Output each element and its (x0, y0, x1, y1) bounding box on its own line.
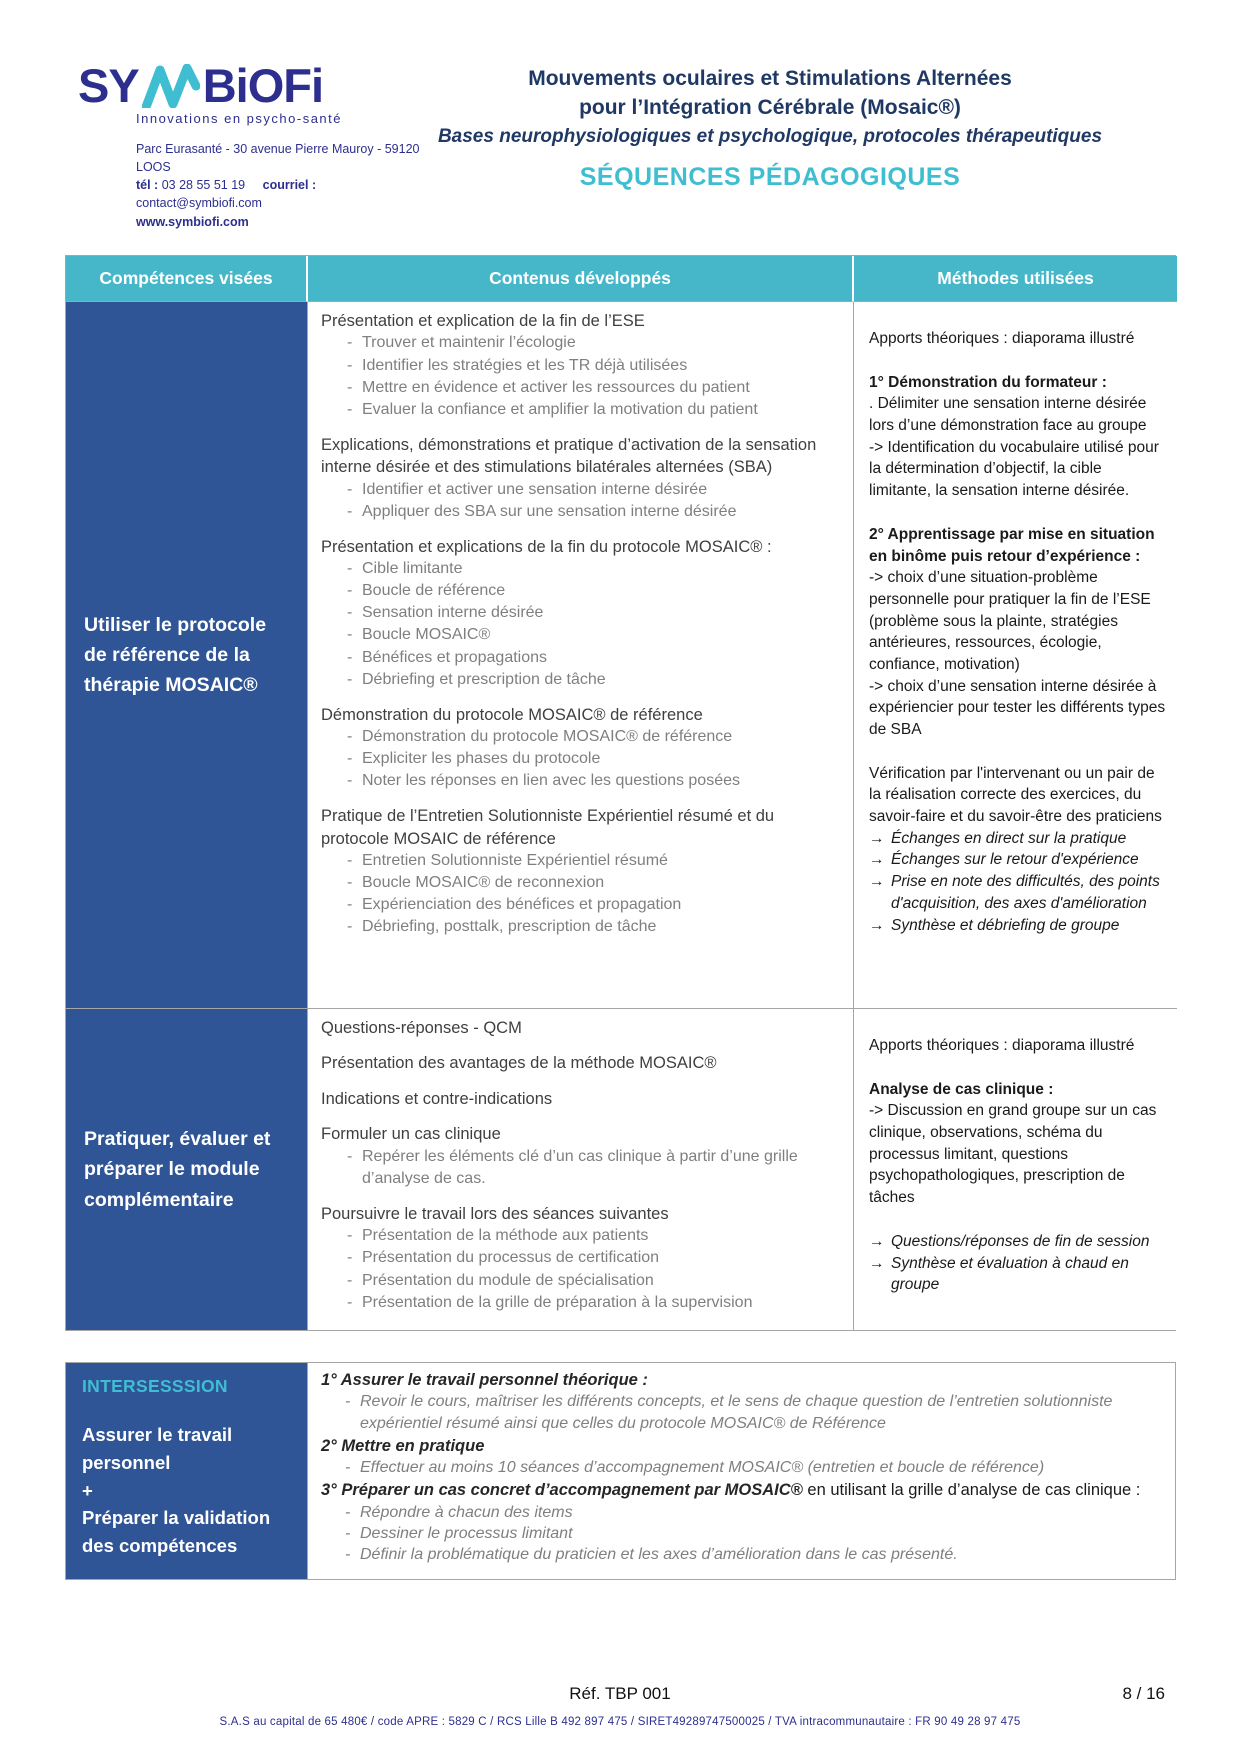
contents-cell-row2 (308, 1008, 854, 1330)
method-paragraph: -> Identification du vocabulaire utilisé pour la détermination d’objectif, la cible limitante, la sensation interne désirée. (869, 438, 1159, 500)
competence-cell-row2: Pratiquer, évaluer et préparer le module complémentaire (66, 1008, 308, 1330)
content-heading: Poursuivre le travail lors des séances suivantes (321, 1204, 669, 1223)
dash-marker: - (345, 1459, 351, 1477)
dash-marker: - (345, 1393, 351, 1411)
method-paragraph (869, 849, 1167, 871)
dash-marker: - (347, 728, 353, 746)
content-bullet (321, 748, 843, 770)
intersession-bullet (321, 1502, 1161, 1523)
logo-wordmark (78, 59, 438, 112)
dash-marker: - (347, 582, 353, 600)
tel-label: tél : (136, 178, 159, 193)
method-text: Prise en note des difficultés, des points d'acquisition, des axes d'amélioration (891, 873, 1160, 912)
content-bullet (321, 916, 843, 938)
bullet-text: Boucle MOSAIC® de reconnexion (362, 874, 605, 892)
content-bullet (321, 602, 843, 624)
content-group (321, 805, 843, 938)
bullet-text: Boucle de référence (362, 582, 506, 600)
bullet-text: Expliciter les phases du protocole (362, 750, 601, 768)
content-bullet (321, 558, 843, 580)
content-bullet (321, 726, 843, 748)
dash-marker: - (347, 378, 353, 396)
content-group (321, 434, 843, 523)
intersession-content-cell (308, 1363, 1175, 1579)
company-logo (78, 59, 438, 231)
dash-marker: - (347, 334, 353, 352)
method-paragraph (869, 1231, 1167, 1253)
content-bullet (321, 377, 843, 399)
method-text: Synthèse et évaluation à chaud en groupe (891, 1254, 1129, 1294)
arrow-icon: → (869, 1232, 885, 1250)
dash-marker: - (345, 1545, 351, 1563)
content-bullet (321, 501, 843, 523)
bullet-text: Revoir le cours, maîtriser les différents concepts, et le sens de chaque question de l’entretien solutionniste expérientiel résumé ainsi que celles du protocole MOSAIC® de Référence (360, 1393, 1113, 1432)
bullet-text: Présentation du module de spécialisation (362, 1271, 654, 1289)
content-heading: Présentation des avantages de la méthode MOSAIC® (321, 1054, 717, 1073)
method-paragraph: Analyse de cas clinique : (869, 1080, 1054, 1098)
content-group (321, 1052, 843, 1074)
content-heading: Formuler un cas clinique (321, 1125, 501, 1144)
competence-cell-row1: Utiliser le protocole de référence de la thérapie MOSAIC® (66, 302, 308, 1008)
logo-text-sy: SY (78, 59, 139, 112)
method-paragraph: -> Discussion en grand groupe sur un cas clinique, observations, schéma du processus limitant, questions psychopathologiques, prescription de tâches (869, 1102, 1157, 1207)
dash-marker: - (347, 626, 353, 644)
bullet-text: Démonstration du protocole MOSAIC® de référence (362, 728, 733, 746)
dash-marker: - (347, 750, 353, 768)
bullet-text: Identifier les stratégies et les TR déjà utilisées (362, 356, 688, 374)
content-group (321, 704, 843, 793)
bullet-text: Dessiner le processus limitant (360, 1524, 573, 1542)
dash-marker: - (347, 502, 353, 520)
logo-tagline: Innovations en psycho-santé (136, 111, 342, 126)
title-line-1: Mouvements oculaires et Stimulations Alternées (528, 67, 1012, 90)
website-text: www.symbiofi.com (136, 214, 249, 229)
bullet-text: Entretien Solutionniste Expérientiel résumé (362, 852, 668, 870)
dash-marker: - (347, 670, 353, 688)
content-bullet (321, 872, 843, 894)
dash-marker: - (347, 1249, 353, 1267)
mail-value: contact@symbiofi.com (136, 196, 262, 211)
intersession-bullet (321, 1544, 1161, 1565)
method-paragraph: Vérification par l'intervenant ou un pair de la réalisation correcte des exercices, du savoir-faire et du savoir-être des praticiens (869, 764, 1162, 826)
dash-marker: - (347, 604, 353, 622)
bullet-text: Présentation du processus de certification (362, 1249, 660, 1267)
method-text: Questions/réponses de fin de session (891, 1232, 1150, 1250)
col-header-methodes: Méthodes utilisées (854, 256, 1177, 302)
intersession-title: INTERSESSSION (82, 1376, 228, 1396)
dash-marker: - (347, 1227, 353, 1245)
bullet-text: Trouver et maintenir l’écologie (362, 334, 576, 352)
method-paragraph (869, 1253, 1167, 1296)
bullet-text: Repérer les éléments clé d’un cas clinique à partir d’une grille d’analyse de cas. (362, 1147, 798, 1187)
bullet-text: Evaluer la confiance et amplifier la motivation du patient (362, 400, 758, 418)
arrow-icon: → (869, 1254, 885, 1272)
intersession-bullet (321, 1523, 1161, 1544)
content-bullet (321, 850, 843, 872)
dash-marker: - (347, 648, 353, 666)
bullet-text: Débriefing et prescription de tâche (362, 670, 606, 688)
legal-footer-text: S.A.S au capital de 65 480€ / code APRE : 5829 C / RCS Lille B 492 897 475 / SIRET49289747500025 / TVA intracommunautaire : FR 90 49 28 97 475 (219, 1716, 1021, 1728)
bullet-text: Appliquer des SBA sur une sensation interne désirée (362, 502, 737, 520)
heading-bold-part: 3° Préparer un cas concret d’accompagnement par MOSAIC® (321, 1481, 803, 1500)
method-paragraph: 1° Démonstration du formateur : (869, 373, 1107, 391)
dash-marker: - (345, 1524, 351, 1542)
intersession-heading (321, 1480, 1161, 1501)
dash-marker: - (347, 1147, 353, 1165)
intersession-left-text (82, 1421, 291, 1560)
intersession-left-line2: Préparer la validation des compétences (82, 1507, 271, 1556)
intersession-heading: 2° Mettre en pratique (321, 1436, 485, 1455)
content-bullet (321, 1247, 843, 1269)
method-text: Échanges en direct sur la pratique (891, 829, 1127, 847)
title-line-2: pour l’Intégration Cérébrale (Mosaic®) (579, 96, 961, 120)
bullet-text: Effectuer au moins 10 séances d’accompagnement MOSAIC® (entretien et boucle de référence) (360, 1459, 1045, 1477)
content-bullet (321, 624, 843, 646)
content-bullet (321, 1146, 843, 1190)
method-paragraph: Apports théoriques : diaporama illustré (869, 330, 1135, 347)
content-bullet (321, 647, 843, 669)
bullet-text: Noter les réponses en lien avec les questions posées (362, 772, 740, 790)
intersession-bullet (321, 1457, 1161, 1478)
bullet-text: Boucle MOSAIC® (362, 626, 491, 644)
intersession-left-plus: + (82, 1479, 93, 1501)
bullet-text: Répondre à chacun des items (360, 1503, 573, 1521)
method-paragraph (869, 915, 1167, 937)
content-heading: Indications et contre-indications (321, 1089, 553, 1108)
dash-marker: - (347, 772, 353, 790)
logo-text-biofi: BiOFi (202, 59, 324, 112)
bullet-text: Définir la problématique du praticien et les axes d’amélioration dans le cas présenté. (360, 1545, 958, 1563)
method-paragraph (869, 828, 1167, 850)
dash-marker: - (347, 560, 353, 578)
content-heading: Présentation et explication de la fin de l’ESE (321, 312, 645, 330)
intersession-left-cell (66, 1363, 308, 1579)
content-heading: Démonstration du protocole MOSAIC® de référence (321, 705, 703, 724)
contact-line (136, 176, 438, 212)
content-bullet (321, 1270, 843, 1292)
col-header-contenus: Contenus développés (308, 256, 854, 302)
arrow-icon: → (869, 851, 885, 869)
document-title-block (430, 64, 1110, 192)
methods-cell-row2 (854, 1008, 1177, 1330)
content-bullet (321, 580, 843, 602)
content-bullet (321, 479, 843, 501)
content-group (321, 1017, 843, 1039)
content-heading: Explications, démonstrations et pratique d’activation de la sensation interne désirée et des stimulations bilatérales alternées (SBA) (321, 435, 817, 477)
bullet-text: Mettre en évidence et activer les ressources du patient (362, 378, 750, 396)
dash-marker: - (345, 1503, 351, 1521)
content-group (321, 536, 843, 691)
dash-marker: - (347, 480, 353, 498)
content-group (321, 1088, 843, 1110)
bullet-text: Cible limitante (362, 560, 463, 578)
dash-marker: - (347, 896, 353, 914)
content-heading: Questions-réponses - QCM (321, 1019, 522, 1037)
heading-regular-part: en utilisant la grille d’analyse de cas clinique : (802, 1481, 1141, 1500)
content-heading: Pratique de l’Entretien Solutionniste Expérientiel résumé et du protocole MOSAIC de référence (321, 807, 775, 848)
content-bullet (321, 332, 843, 354)
dash-marker: - (347, 918, 353, 936)
content-bullet (321, 1225, 843, 1247)
bullet-text: Expérienciation des bénéfices et propagation (362, 896, 682, 914)
content-group (321, 310, 843, 421)
method-paragraph (869, 871, 1167, 914)
intersession-table (65, 1362, 1176, 1580)
pedagogy-table (65, 255, 1176, 1331)
intersession-heading: 1° Assurer le travail personnel théorique : (321, 1371, 648, 1389)
subtitle: Bases neurophysiologiques et psychologique, protocoles thérapeutiques (437, 125, 1103, 147)
bullet-text: Bénéfices et propagations (362, 648, 548, 666)
method-paragraph: 2° Apprentissage par mise en situation en binôme puis retour d’expérience : (869, 525, 1155, 565)
content-bullet (321, 894, 843, 916)
content-bullet (321, 399, 843, 421)
col-header-competences: Compétences visées (66, 256, 308, 302)
contents-cell-row1 (308, 302, 854, 1008)
logo-m-wave-icon (142, 64, 200, 108)
intersession-bullet (321, 1391, 1161, 1433)
content-bullet (321, 1292, 843, 1314)
method-paragraph: -> choix d’une situation-problème personnelle pour pratiquer la fin de l’ESE (problème sous la plainte, stratégies antérieures, ressources, écologie, confiance, motivation) (869, 569, 1151, 673)
bullet-text: Présentation de la grille de préparation à la supervision (362, 1293, 753, 1311)
method-paragraph: Apports théoriques : diaporama illustré (869, 1037, 1135, 1054)
dash-marker: - (347, 1271, 353, 1289)
arrow-icon: → (869, 829, 885, 847)
intersession-left-line1: Assurer le travail personnel (82, 1424, 233, 1473)
dash-marker: - (347, 1293, 353, 1311)
content-heading: Présentation et explications de la fin du protocole MOSAIC® : (321, 537, 772, 556)
method-paragraph: -> choix d’une sensation interne désirée à expériencier pour tester les différents types de SBA (869, 677, 1166, 738)
page-number: 8 / 16 (1122, 1684, 1165, 1703)
arrow-icon: → (869, 873, 885, 891)
address-line: Parc Eurasanté - 30 avenue Pierre Mauroy - 59120 LOOS (136, 142, 420, 175)
company-address (136, 140, 438, 231)
dash-marker: - (347, 852, 353, 870)
doc-heading: SÉQUENCES PÉDAGOGIQUES (579, 163, 961, 192)
bullet-text: Identifier et activer une sensation interne désirée (362, 480, 708, 498)
content-group (321, 1203, 843, 1314)
methods-cell-row1 (854, 302, 1177, 1008)
content-bullet (321, 669, 843, 691)
arrow-icon: → (869, 916, 885, 934)
reference-text: Réf. TBP 001 (569, 1684, 671, 1703)
bullet-text: Présentation de la méthode aux patients (362, 1227, 649, 1245)
dash-marker: - (347, 356, 353, 374)
method-text: Synthèse et débriefing de groupe (891, 916, 1120, 934)
content-bullet (321, 355, 843, 377)
method-paragraph: . Délimiter une sensation interne désirée lors d’une démonstration face au groupe (869, 395, 1147, 435)
content-bullet (321, 770, 843, 792)
method-text: Échanges sur le retour d'expérience (891, 851, 1139, 869)
mail-label: courriel : (262, 178, 317, 193)
tel-value: 03 28 55 51 19 (161, 178, 246, 193)
bullet-text: Débriefing, posttalk, prescription de tâche (362, 918, 657, 936)
dash-marker: - (347, 874, 353, 892)
bullet-text: Sensation interne désirée (362, 604, 544, 622)
content-group (321, 1123, 843, 1190)
dash-marker: - (347, 400, 353, 418)
